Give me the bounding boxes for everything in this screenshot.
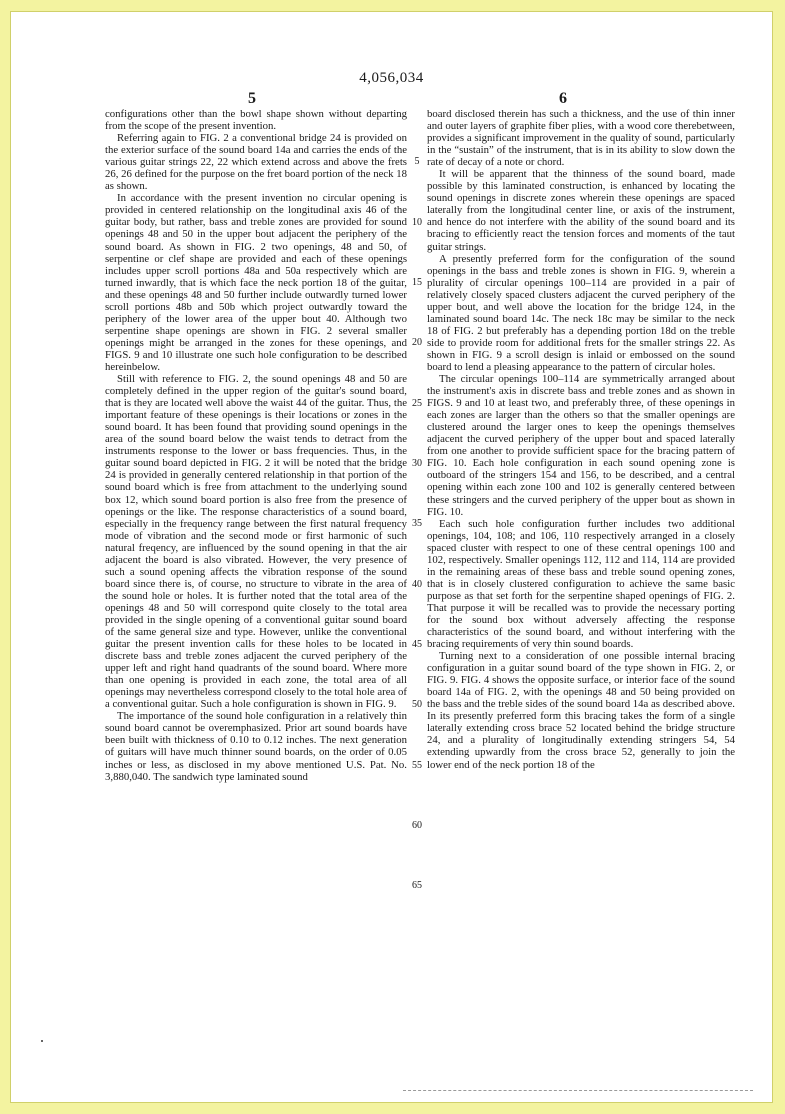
line-number: 55 bbox=[412, 760, 422, 771]
column-number-left: 5 bbox=[248, 90, 256, 107]
line-number: 15 bbox=[412, 277, 422, 288]
line-number: 10 bbox=[412, 217, 422, 228]
left-column bbox=[105, 108, 407, 783]
line-number: 40 bbox=[412, 579, 422, 590]
paragraph: The circular openings 100–114 are symmetrically arranged about the instrument's axis in discrete bass and treble zones and as shown in FIGS. 9 and 10 at least two, and preferably three, of these openings in each zones are larger than the others so that the smaller openings are clustered around the larger ones to keep the openings themselves adjacent the curved periphery of the upper bout and spaced laterally from one another to provide sufficient space for the bracing pattern of FIG. 10. Each hole configuration in each sound opening zone is outboard of the stringers 154 and 156, to be described, and a central opening within each zone 100 and 102 is generally centered between these stringers and the curved periphery of the upper bout as shown in FIG. 10. bbox=[427, 373, 735, 518]
line-number: 5 bbox=[414, 156, 420, 167]
line-number: 20 bbox=[412, 337, 422, 348]
line-number: 35 bbox=[412, 518, 422, 529]
right-column bbox=[427, 108, 735, 771]
line-number: 65 bbox=[412, 880, 422, 891]
column-number-right: 6 bbox=[559, 90, 567, 107]
paragraph: In accordance with the present invention no circular opening is provided in centered relationship on the longitudinal axis 46 of the guitar body, but rather, bass and treble zones are provided for sound openings 48 and 50 in the upper bout adjacent the periphery of the sound board. As shown in FIG. 2 two openings, 48 and 50, of serpentine or clef shape are provided and each of these openings includes upper scroll portions 48a and 50a respectively which are turned inwardly, that is which face the neck portion 18 of the guitar, and these openings 48 and 50 further include outwardly turned lower scroll portions 48b and 50b which project outwardly toward the periphery of the lower area of the upper bout 40. Although two serpentine shape openings are shown in FIG. 2 several smaller openings might be arranged in the zones for these openings, and FIGS. 9 and 10 illustrate one such hole configuration to be described hereinbelow. bbox=[105, 192, 407, 373]
paragraph: Turning next to a consideration of one possible internal bracing configuration in a guitar sound board of the type shown in FIG. 2, or FIG. 9. FIG. 4 shows the opposite surface, or interior face of the sound board 14a of FIG. 2, with the openings 48 and 50 being provided on the bass and the treble sides of the sound board 14a as described above. In its presently preferred form this bracing takes the form of a single laterally extending cross brace 52 located behind the bridge structure 24, and a plurality of longitudinally extending stringers 54, 54 extending upwardly from the cross brace 52, generally to join the lower end of the neck portion 18 of the bbox=[427, 650, 735, 771]
paragraph: configurations other than the bowl shape shown without departing from the scope of the present invention. bbox=[105, 108, 407, 133]
paragraph: The importance of the sound hole configuration in a relatively thin sound board cannot be overemphasized. Prior art sound boards have been built with thickness of 0.10 to 0.12 inches. The next generation of guitars will have much thinner sound boards, on the order of 0.05 inches or less, as disclosed in my above mentioned U.S. Pat. No. 3,880,040. The sandwich type laminated sound bbox=[105, 710, 407, 783]
paragraph: board disclosed therein has such a thickness, and the use of thin inner and outer layers of graphite fiber plies, with a wood core therebetween, provides a significant improvement in the quality of sound, particularly in the “sustain” of the instrument, that is in its ability to slow down the rate of decay of a note or chord. bbox=[427, 108, 735, 169]
patent-number: 4,056,034 bbox=[359, 70, 424, 86]
patent-page bbox=[10, 11, 773, 1103]
line-number: 45 bbox=[412, 639, 422, 650]
scan-speck bbox=[41, 1040, 43, 1042]
paragraph: Each such hole configuration further includes two additional openings, 104, 108; and 106, 110 respectively arranged in a closely spaced cluster with respect to one of these central openings 100 and 102, respectively. Smaller openings 112, 112 and 114, 114 are provided in the remaining areas of these bass and treble sound opening zones, that is in closely clustered configuration to achieve the same basic purpose as that set forth for the serpentine shaped openings of FIG. 2. That purpose it will be recalled was to provide the necessary porting for the sound box without adversely affecting the response characteristics of the sound board, and without interfering with the bracing requirements of very thin sound boards. bbox=[427, 517, 735, 651]
line-number: 50 bbox=[412, 699, 422, 710]
paragraph: Referring again to FIG. 2 a conventional bridge 24 is provided on the exterior surface of the sound board 14a and carries the ends of the various guitar strings 22, 22 which extend across and above the frets 26, 26 defined for the purpose on the fret board portion of the neck 18 as shown. bbox=[105, 132, 407, 193]
line-number: 30 bbox=[412, 458, 422, 469]
line-number: 25 bbox=[412, 398, 422, 409]
paragraph: A presently preferred form for the configuration of the sound openings in the bass and treble zones is shown in FIG. 9, wherein a plurality of circular openings 100–114 are provided in a pair of relatively closely spaced clusters adjacent the curved periphery of the upper bout, and well above the location for the bridge 124, in the laminated sound board 14c. The neck 18c may be similar to the neck 18 of FIG. 2 but preferably has a depending portion 18d on the treble side to provide room for additional frets for the smaller strings 22. As shown in FIG. 9 a scroll design is inlaid or embossed on the sound board to lend a pleasing appearance to the pattern of circular holes. bbox=[427, 252, 735, 373]
footer-rule bbox=[403, 1090, 753, 1091]
paragraph: It will be apparent that the thinness of the sound board, made possible by this laminated construction, is enhanced by locating the sound openings in discrete zones wherein these openings are spaced laterally from the longitudinal center line, or axis of the instrument, and hence do not interfere with the ability of the sound board and its bracing to efficiently react the tension forces and moments of the taut guitar strings. bbox=[427, 168, 735, 253]
paragraph: Still with reference to FIG. 2, the sound openings 48 and 50 are completely defined in the upper region of the guitar's sound board, that is they are located well above the waist 44 of the guitar. Thus, the important feature of these openings is their locations or zones in the sound board. It has been found that providing sound openings in the area of the sound board below the waist tends to detract from the instruments response to the lower or bass frequencies. Thus, in the guitar sound board depicted in FIG. 2 it will be noted that the bridge 24 is provided in generally centered relationship in that portion of the sound board which is free from attachment to the underlying sound box 12, which sound board portion is also free from the presence of openings or the like. The response characteristics of a sound board, especially in the frequency range between the first natural frequency mode of vibration and the second mode or first harmonic of such natural freqency, are influenced by the sound opening in that the air adjacent the board is also vibrated. However, the very presence of such a sound opening affects the vibration response of the sound board since there is, of course, no structure to vibrate in the area of the sound hole or holes. It is further noted that the total area of the openings 48 and 50 will correspond quite closely to the total area provided in the single opening of a conventional guitar sound board of the same general size and type. However, unlike the conventional guitar the present invention calls for these holes to be located in discrete bass and treble zones adjacent the curved periphery of the upper left and right hand quadrants of the sound board. Where more than one opening is provided in each zone, the total area of all openings may nevertheless correspond closely to the total hole area of a conventional guitar. Such a hole configuration is shown in FIG. 9. bbox=[105, 373, 407, 711]
line-number: 60 bbox=[412, 820, 422, 831]
